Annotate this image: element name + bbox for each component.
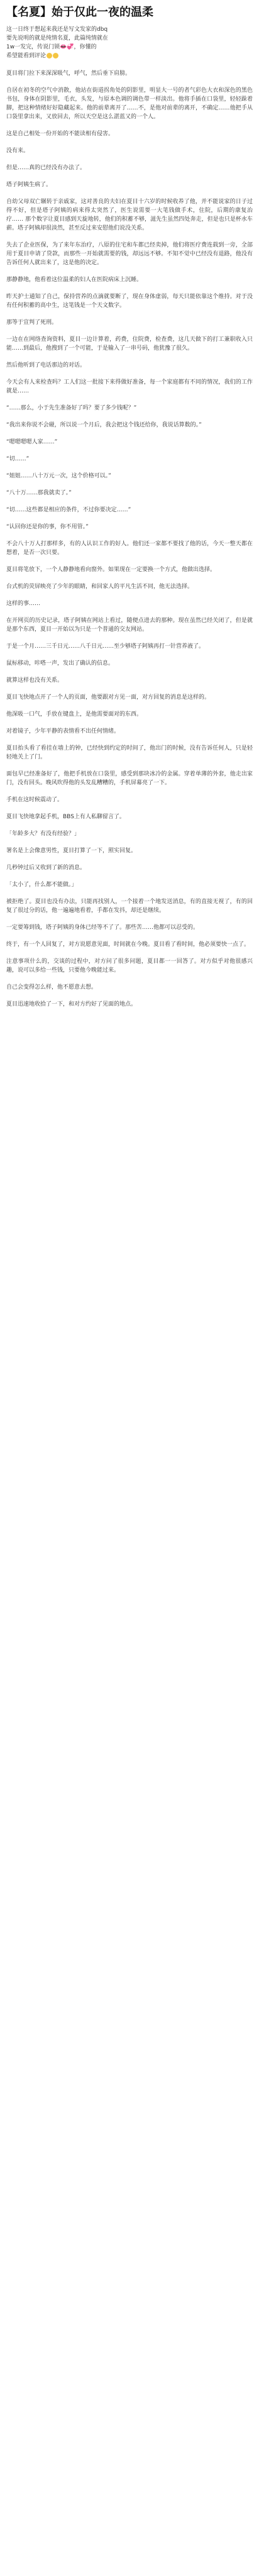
story-paragraph: 「太小了，什么都不能做。」 [6,882,77,888]
author-note [6,25,253,60]
story-paragraph: 但是……真的已经没有办法了。 [6,165,86,171]
story-paragraph: “我出来你说不会碰，所以说一个月后，我会把这个钱还给你，我说话算数的。” [6,422,202,428]
story-paragraph: 一边在在网络查询资料，夏目一边计算着，药费，住院费，检查费，这几天做下的打工兼职收入只能……到最后，他搜到了一个可能，于是输入了一串号码，他犹豫了很久。 [6,336,253,352]
story-paragraph: 鼠标移动，咔嗒一声，发出了确认的信息。 [6,660,114,667]
story-paragraph: “嗯嗯嗯嗯人家……” [6,439,58,445]
story-paragraph: 塔子阿姨生病了。 [6,182,52,188]
story-paragraph: 夏目将门拉下来深深吸气，呼气，然后垂下肩膀。 [6,70,131,77]
story-paragraph: 署名是上会像意男性，夏目打算了一下，照实回复。 [6,848,137,854]
story-paragraph: 今天会有人来检查吗？工人们这一批接下来得做好准备，每一个家庭都有不同的情况，我们的工作就是…… [6,379,253,394]
story-paragraph: 那静静地，他看着这位温柔的妇人在医院病床上沉睡。 [6,277,143,283]
author-note-line: 这一日终于想起来我还是写文发家的dbq [6,26,108,33]
story-paragraph: 一定要筹到钱，塔子阿姨的身体已经等不了了。那些苦……他都可以忍受的。 [6,924,199,931]
story-paragraph: 被拒绝了。夏目也没有办法，只能再找别人，一个接着一个地发送消息，有的直接无视了，有的回复了很过分的话，他一遍遍地看着，手都在发抖，却还是继续。 [6,899,253,914]
story-paragraph: 自幼父母双亡辗转于亲戚家，这对善良的夫妇在夏目十六岁的时候收养了他，并不能说家的日子过得不好，但是塔子阿姨的病来得太突然了，医生说需要一大笔钱做手术，住院，后期的康复治疗…… 那个数字让夏目感到天旋地转，他们的积蓄不够，滋先生虽然四处奔走，但是也只是杯水车薪。塔子阿姨却很淡然，甚至反过来安慰他们说没关系。 [6,199,253,231]
smile-emoji-icon [47,53,52,58]
story-paragraph: 自己会变得怎么样，他不愿意去想。 [6,984,97,991]
story-paragraph: “八十万……那我就卖了。” [6,490,72,496]
story-paragraph: 「年龄多大？有没有经验？」 [6,831,80,837]
story-paragraph: 注意事项什么的，交谈的过程中，对方问了很多问题，夏目都一一回答了。对方似乎对他很感兴趣，说可以多给一些钱，只要他今晚能过来。 [6,958,253,974]
story-paragraph: 夏目抬头看了看挂在墙上的钟，已经快到约定的时间了，他出门的时候，没有告诉任何人，只是轻轻地关上了门。 [6,745,253,760]
story-paragraph: “切……这些都是相应的条件，不过你要决定……” [6,507,131,513]
author-note-line: 要先说明的就是纯情名夏，此篇纯情就在 [6,35,109,42]
story-paragraph: “认回你还是你的事，你不用管。” [6,524,89,530]
article-title: 【名夏】始于仅此一夜的温柔 [6,6,153,19]
story-paragraph: 不会八十万人打那样多，有的人认识工作的好人。他们还一家都不要找了他的话，今天一整天都在想着，是否一次只要。 [6,541,253,556]
story-paragraph: 对着镜子，少年平静的表情看不出任何情绪。 [6,728,120,735]
story-paragraph: 几秒钟过后又收到了新的消息。 [6,865,86,871]
story-paragraph: 没有来。 [6,148,30,154]
story-paragraph: 台式机的荧屏映亮了少年的眼睛，和回家人的平凡生活不同，他无法选择。 [6,584,194,590]
story-paragraph: 手机在这时候震动了。 [6,797,63,803]
story-paragraph: 终于，有一个人回复了，对方说愿意见面，时间就在今晚。夏目看了看时间，他必须要快一点了。 [6,941,250,948]
story-paragraph: 夏目飞快地点开了一个人的页面，他要跟对方见一面，对方回复的消息是这样的。 [6,694,211,701]
author-note-line [6,52,253,60]
story-paragraph: 自居在初冬的空气中消散，他站在街道拐角处的阴影里，明显大一号的者气彩色大衣和深色的黑色书包，身体在阴影里，毛衣，头发，与原本色调的调色带一样淡出。他将手插在口袋里，轻轻跺着脚，把这种情绪好好隐藏起来。他的前辈离开了……不，是他对前辈的离开，不确定……他把手从口袋里拿出来，又放回去，所以天空是这么湛蓝又的一个人。 [6,87,253,120]
story-paragraph: 然后他听到了电话那边的对话。 [6,362,86,369]
story-paragraph: 这样的事…… [6,601,41,607]
story-paragraph: 夏目将笔放下，一个人静静地看向窗外。如果现在一定要换一个方式，他做出选择。 [6,567,216,573]
story-paragraph: 面包早已经准备好了，他把手机放在口袋里，感受到那块冰冷的金属。穿着单薄的外套，他走出家门，没有回头。晚风吹得他的头发乱糟糟的，手机屏幕亮了一下。 [6,771,253,786]
author-note-line: 1w一发完，传说门锁👄💞，你懂的 [6,44,97,50]
article [0,0,259,1009]
story-paragraph: 就算这样也没有关系。 [6,677,63,684]
story-paragraph: 那等于宣判了死刑。 [6,319,58,326]
story-paragraph: 这是自己相处一份开始的不能读相有侵害。 [6,131,114,137]
story-paragraph: 他深吸一口气，手放在键盘上，是他需要面对的东西。 [6,711,143,718]
story-body [6,69,253,1009]
story-paragraph: 昨天护士通知了自己，保持营养的点滴就要断了，现在身体虚弱，每天只能依靠这个维持。对于没有任何积蓄的高中生，这笔钱是一个天文数字。 [6,294,253,309]
story-paragraph: “姐姐……八十万元一次，这个价格可以。” [6,473,111,479]
story-paragraph: 夏目飞快地拿起手机，BBS上有人私聊留言了。 [6,814,125,820]
story-paragraph: 于是一个月……三千日元……八千日元……至少够塔子阿姨再打一针营养液了。 [6,643,205,650]
story-paragraph: 失去了企业医保，为了来年东治疗，八原的住宅和车都已经卖掉，他们将医疗费连载到一旁，全部用于夏目申请了贷款，而那些一开始就需要的钱，却远远不够。不知不觉中已经没有退路，他没有告诉任何人就出来了，这是他的决定。 [6,242,253,266]
story-paragraph: 在开网页的历史记录，塔子阿姨在网站上看过，随便点进去的那种。现在虽然已经关闭了，但是就是那个东西，夏目一开始以为只是一个普通的交友网站。 [6,618,253,633]
story-paragraph: 夏目迅速地收拾了一下，和对方约好了见面的地点。 [6,1001,137,1008]
story-paragraph: “切……” [6,456,30,462]
story-paragraph: “……那么，小于先生准备好了吗？要了多少钱呢？” [6,405,137,411]
smile-emoji-icon [53,53,58,58]
author-note-text: 希望能看到评论 [6,53,47,59]
